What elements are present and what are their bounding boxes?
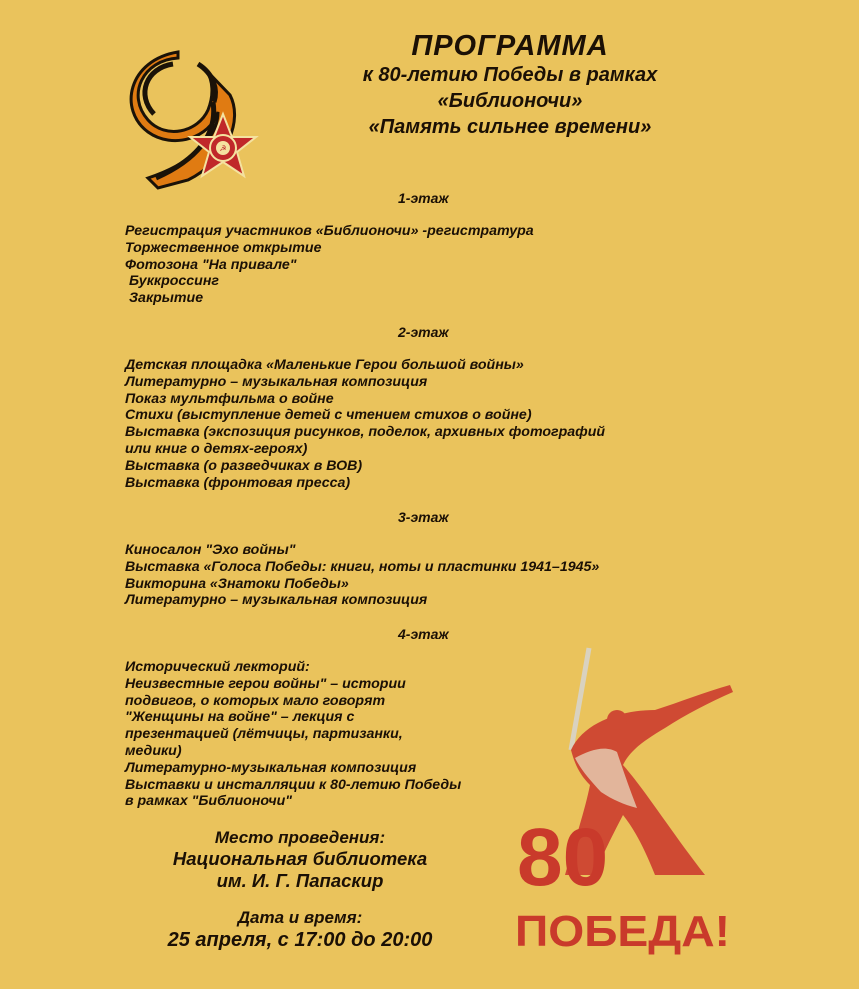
list-item: Выставка (о разведчиках в ВОВ) — [125, 457, 363, 474]
list-item: Исторический лекторий: — [125, 659, 310, 675]
list-item: Показ мультфильма о войне — [125, 390, 334, 407]
list-item: Фотозона "На привале" — [125, 256, 297, 273]
list-item: Буккроссинг — [125, 273, 219, 290]
floor-3-heading: 3-этаж — [398, 509, 449, 525]
list-item: или книг о детях-героях) — [125, 440, 308, 457]
list-item: Литературно – музыкальная композиция — [125, 373, 428, 390]
list-item: Викторина «Знатоки Победы» — [125, 575, 349, 592]
list-item: Выставка (фронтовая пресса) — [125, 474, 351, 491]
list-item: Выставки и инсталляции к 80-летию Победы — [125, 776, 462, 793]
list-item: Неизвестные герои войны" – истории — [125, 675, 406, 692]
list-item: Киносалон "Эхо войны" — [125, 542, 296, 558]
list-item: "Женщины на войне" – лекция с — [125, 709, 355, 726]
list-item: Торжественное открытие — [125, 239, 322, 256]
program-header — [300, 30, 720, 140]
floor-4-list — [125, 659, 461, 810]
subtitle-line-3: «Память сильнее времени» — [368, 116, 652, 138]
list-item: Литературно – музыкальная композиция — [125, 592, 428, 609]
floor-2-list — [125, 357, 605, 491]
list-item: Выставка (экспозиция рисунков, поделок, архивных фотографий — [125, 424, 606, 441]
list-item: в рамках "Библионочи" — [125, 793, 293, 810]
list-item: подвигов, о которых мало говорят — [125, 692, 386, 709]
list-item: Регистрация участников «Библионочи» -регистратура — [125, 223, 534, 239]
list-item: Детская площадка «Маленькие Герои большой войны» — [125, 357, 524, 373]
list-item: медики) — [125, 742, 182, 759]
list-item: Стихи (выступление детей с чтением стихов о войне) — [125, 407, 532, 424]
floor-4-heading: 4-этаж — [398, 626, 449, 642]
subtitle-line-2: «Библионочи» — [437, 90, 583, 112]
floor-1-list — [125, 223, 534, 307]
venue-label: Место проведения: — [214, 828, 386, 847]
emblem-word: ПОБЕДА! — [515, 907, 730, 956]
floor-2-heading: 2-этаж — [398, 324, 449, 340]
st-george-ribbon-icon — [118, 40, 268, 190]
svg-text:☭: ☭ — [219, 144, 227, 153]
floor-1-heading: 1-этаж — [398, 190, 449, 206]
datetime-value: 25 апреля, с 17:00 до 20:00 — [167, 929, 433, 951]
subtitle-line-1: к 80-летию Победы в рамках — [362, 64, 658, 86]
venue-block — [110, 828, 490, 952]
emblem-number: 80 — [517, 812, 609, 903]
list-item: презентацией (лётчицы, партизанки, — [125, 726, 403, 743]
datetime-label: Дата и время: — [237, 908, 363, 927]
venue-name-line-1: Национальная библиотека — [172, 848, 428, 869]
floor-3-list — [125, 542, 599, 609]
victory-80-emblem — [505, 640, 745, 960]
list-item: Литературно-музыкальная композиция — [125, 759, 417, 776]
venue-name-line-2: им. И. Г. Папаскир — [216, 870, 384, 891]
page-title: ПРОГРАММА — [411, 30, 609, 62]
list-item: Закрытие — [125, 290, 204, 307]
list-item: Выставка «Голоса Победы: книги, ноты и пластинки 1941–1945» — [125, 558, 600, 575]
